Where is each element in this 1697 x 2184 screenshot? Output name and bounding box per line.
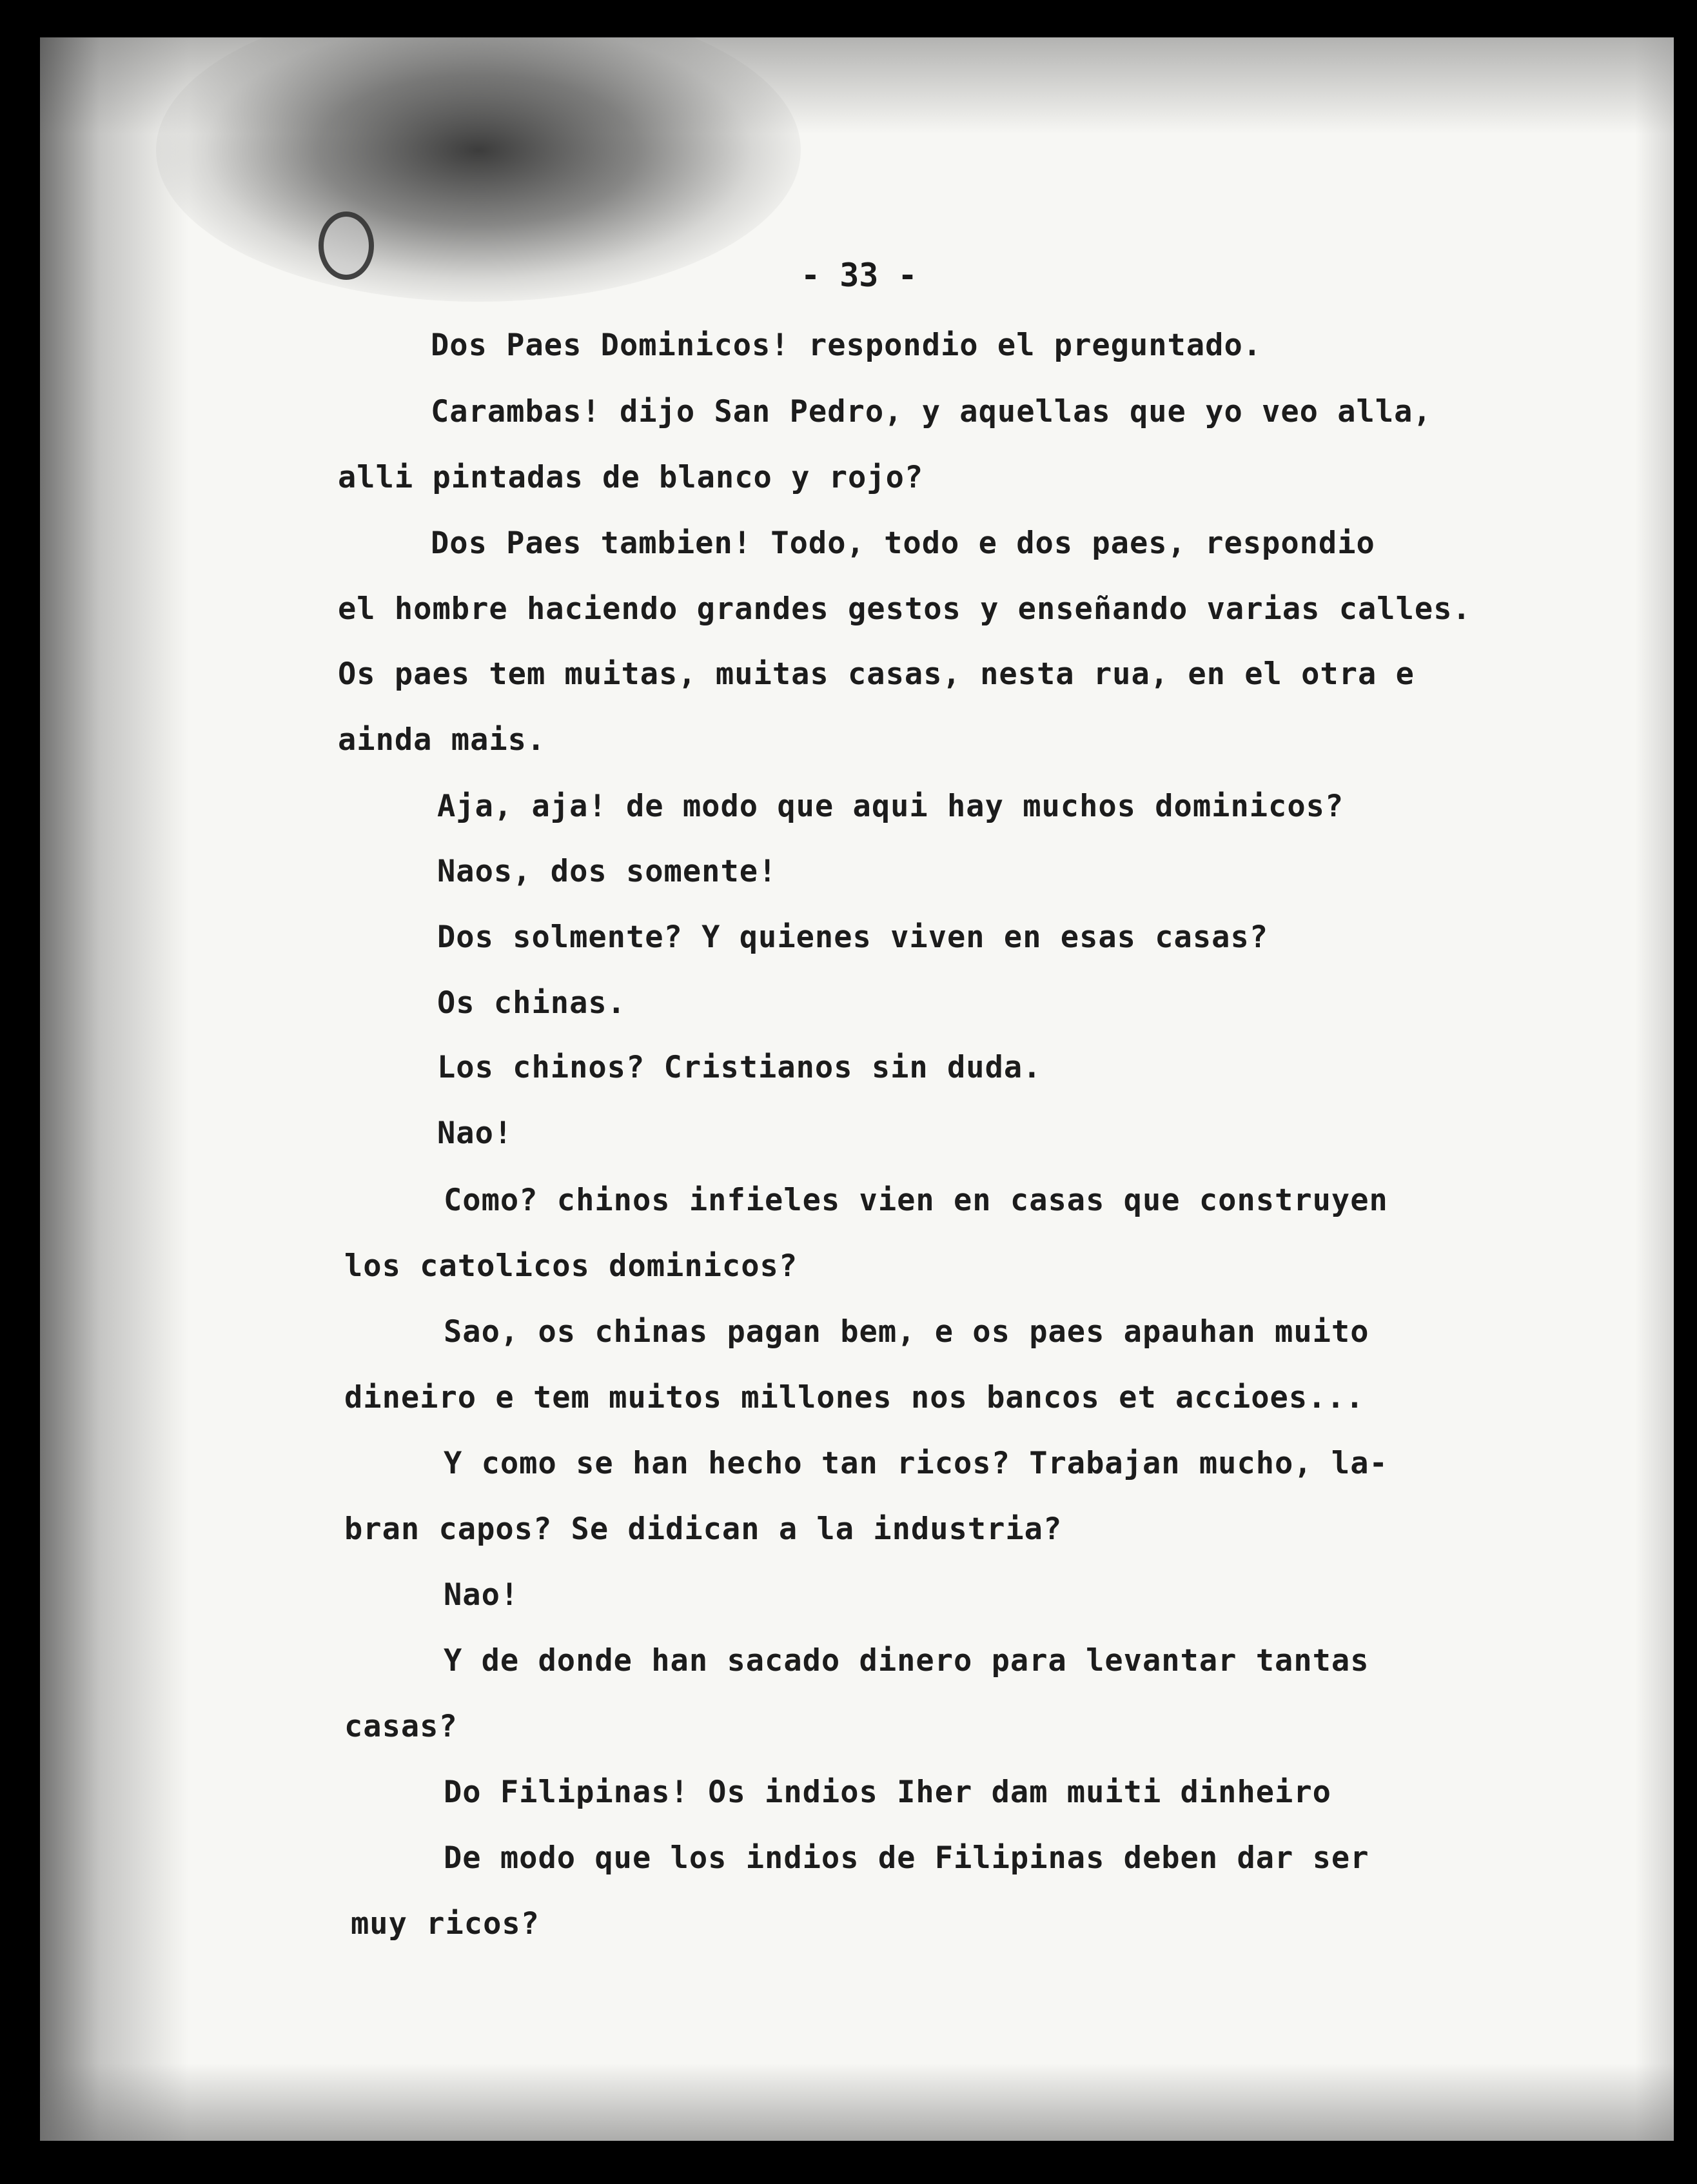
text-line: dineiro e tem muitos millones nos bancos et accioes... — [344, 1380, 1365, 1415]
text-line: ainda mais. — [338, 722, 546, 758]
text-line: Naos, dos somente! — [437, 854, 778, 889]
text-line: Dos Paes Dominicos! respondio el preguntado. — [431, 328, 1262, 363]
text-line: casas? — [344, 1709, 458, 1744]
text-line: Dos Paes tambien! Todo, todo e dos paes, respondio — [431, 526, 1375, 561]
text-line: los catolicos dominicos? — [344, 1248, 798, 1284]
text-line: Nao! — [437, 1116, 513, 1151]
text-line: Carambas! dijo San Pedro, y aquellas que yo veo alla, — [431, 394, 1432, 429]
text-line: Dos solmente? Y quienes viven en esas casas? — [437, 920, 1269, 955]
text-line: Y como se han hecho tan ricos? Trabajan mucho, la- — [444, 1446, 1388, 1481]
text-line: Como? chinos infieles vien en casas que construyen — [444, 1183, 1388, 1218]
document-page — [40, 37, 1674, 2141]
text-line: Os paes tem muitas, muitas casas, nesta rua, en el otra e — [338, 656, 1415, 692]
text-line: Los chinos? Cristianos sin duda. — [437, 1050, 1042, 1085]
text-line: De modo que los indios de Filipinas deben dar ser — [444, 1840, 1369, 1876]
page-number: - 33 - — [801, 257, 917, 294]
text-line: Nao! — [444, 1577, 520, 1613]
text-line: alli pintadas de blanco y rojo? — [338, 460, 924, 495]
text-line: Os chinas. — [437, 985, 626, 1021]
text-line: Aja, aja! de modo que aqui hay muchos dominicos? — [437, 789, 1344, 824]
text-line: bran capos? Se didican a la industria? — [344, 1511, 1063, 1547]
text-line: muy ricos? — [351, 1906, 540, 1942]
text-line: Y de donde han sacado dinero para levantar tantas — [444, 1643, 1369, 1678]
text-line: Sao, os chinas pagan bem, e os paes apauhan muito — [444, 1314, 1369, 1350]
text-line: el hombre haciendo grandes gestos y enseñando varias calles. — [338, 591, 1471, 627]
typewritten-text — [40, 37, 1674, 2141]
text-line: Do Filipinas! Os indios Iher dam muiti dinheiro — [444, 1775, 1331, 1810]
